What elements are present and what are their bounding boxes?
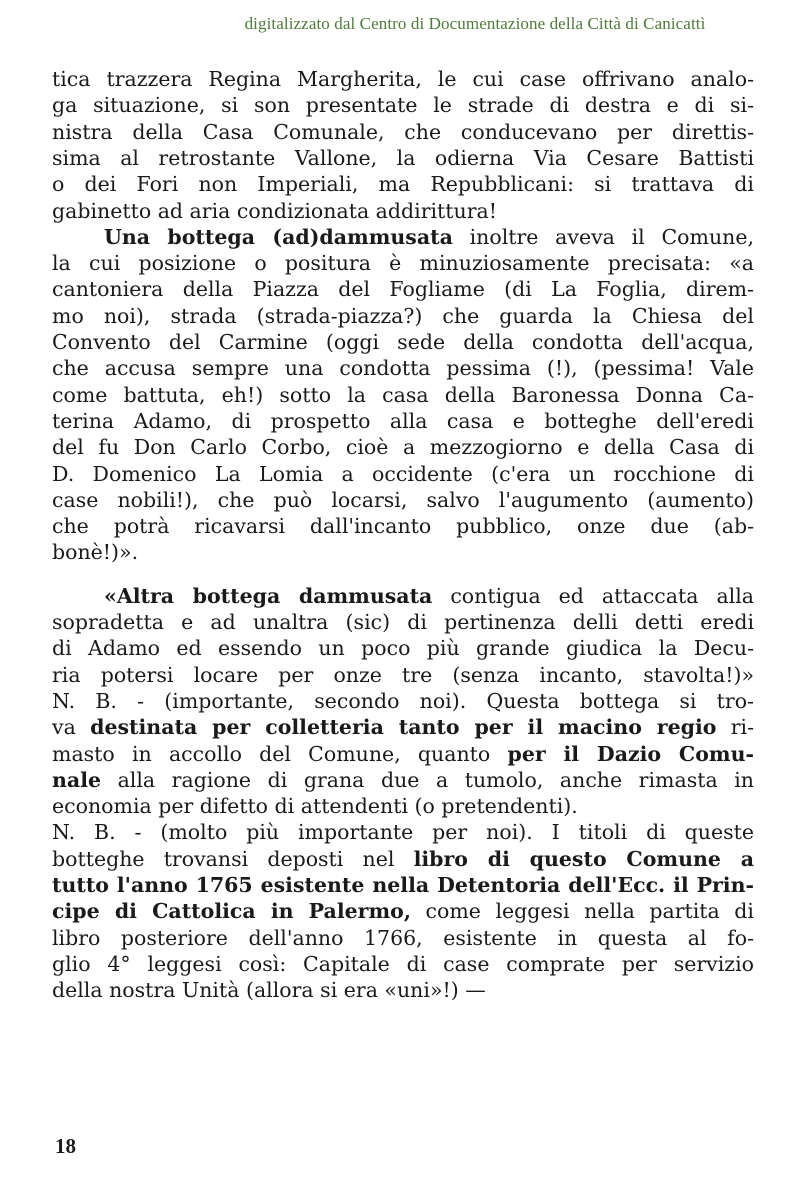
- text-line: [52, 741, 754, 767]
- text-line: [52, 408, 754, 434]
- text-run: libro posteriore dell'anno 1766, esistente in questa al fo-: [52, 925, 754, 950]
- bold-text-run: libro di questo Comune a: [413, 846, 754, 871]
- text-line: [52, 276, 754, 302]
- text-line: [52, 250, 754, 276]
- text-run: botteghe trovansi deposti nel: [52, 846, 414, 871]
- text-line: [52, 951, 754, 977]
- text-line: [52, 846, 754, 872]
- text-run: N. B. - (molto più importante per noi). I titoli di queste: [52, 820, 754, 845]
- text-line: [52, 303, 754, 329]
- text-run: sima al retrostante Vallone, la odierna Via Cesare Battisti: [52, 145, 754, 170]
- bold-text-run: cipe di Cattolica in Palermo,: [52, 899, 411, 924]
- text-run: inoltre aveva il Comune,: [452, 224, 754, 249]
- bold-text-run: per il Dazio Comu-: [507, 741, 755, 766]
- text-run: N. B. - (importante, secondo noi). Questa bottega si tro-: [52, 688, 754, 713]
- text-line: [52, 977, 754, 1003]
- bold-text-run: nale: [52, 767, 102, 792]
- text-run: cantoniera della Piazza del Fogliame (di La Foglia, direm-: [52, 277, 754, 302]
- text-line: [52, 793, 754, 819]
- text-run: case nobili!), che può locarsi, salvo l'augumento (aumento): [52, 487, 754, 512]
- text-run: masto in accollo del Comune, quanto: [52, 741, 508, 766]
- text-run: come leggesi nella partita di: [410, 899, 754, 924]
- text-line: [52, 171, 754, 197]
- text-run: contigua ed attaccata alla: [432, 583, 754, 608]
- text-line: [52, 119, 754, 145]
- bold-text-run: «Altra bottega dammusata: [104, 583, 433, 608]
- bold-text-run: tutto l'anno 1765 esistente nella Detentoria dell'Ecc. il Prin-: [52, 873, 754, 897]
- digitization-watermark: digitalizzato dal Centro di Documentazione della Città di Canicattì: [244, 14, 706, 33]
- text-line: [52, 662, 754, 688]
- text-run: Convento del Carmine (oggi sede della condotta dell'acqua,: [52, 330, 754, 354]
- page-number: 18: [55, 1134, 76, 1158]
- text-line: [52, 355, 754, 381]
- text-line: [52, 819, 754, 845]
- text-run: D. Domenico La Lomia a occidente (c'era un rocchione di: [52, 461, 754, 486]
- text-run: economia per difetto di attendenti (o pretendenti).: [52, 794, 578, 819]
- text-run: ga situazione, si son presentate le strade di destra e di si-: [52, 93, 754, 118]
- text-line: [52, 487, 754, 513]
- text-run: terina Adamo, di prospetto alla casa e botteghe dell'eredi: [52, 408, 754, 433]
- text-line: [52, 925, 754, 951]
- text-run: mo noi), strada (strada-piazza?) che guarda la Chiesa del: [52, 303, 754, 328]
- text-run: nistra della Casa Comunale, che conducevano per direttis-: [52, 119, 754, 144]
- text-line: [52, 66, 754, 92]
- text-line: [52, 539, 754, 565]
- text-line: [52, 145, 754, 171]
- text-line: [52, 688, 754, 714]
- bold-text-run: destinata per colletteria tanto per il macino regio: [90, 715, 717, 740]
- text-run: di Adamo ed essendo un poco più grande giudica la Decu-: [52, 636, 754, 661]
- text-run: la cui posizione o positura è minuziosamente precisata: «a: [52, 251, 754, 276]
- text-line: [52, 767, 754, 793]
- text-run: bonè!)».: [52, 540, 139, 565]
- text-run: gabinetto ad aria condizionata addirittura!: [52, 198, 497, 223]
- text-line: [52, 382, 754, 408]
- text-line: [52, 609, 754, 635]
- text-run: del fu Don Carlo Corbo, cioè a mezzogiorno e della Casa di: [52, 435, 754, 460]
- text-run: come battuta, eh!) sotto la casa della Baronessa Donna Ca-: [52, 382, 754, 407]
- text-run: o dei Fori non Imperiali, ma Repubblicani: si trattava di: [52, 172, 754, 197]
- text-line: [52, 198, 754, 224]
- text-line: [52, 329, 754, 355]
- text-line: [52, 635, 754, 661]
- text-line: [52, 434, 754, 460]
- text-run: alla ragione di grana due a tumolo, anche rimasta in: [101, 767, 754, 792]
- text-run: della nostra Unità (allora si era «uni»!) —: [52, 978, 486, 1003]
- text-line: [52, 872, 754, 898]
- text-run: sopradetta e ad unaltra (sic) di pertinenza delli detti eredi: [52, 610, 754, 634]
- text-line: [52, 461, 754, 487]
- text-line: [52, 714, 754, 740]
- text-run: ria potersi locare per onze tre (senza incanto, stavolta!)»: [52, 662, 754, 687]
- text-line: [52, 92, 754, 118]
- text-run: va: [52, 715, 91, 740]
- text-line: [52, 898, 754, 924]
- text-run: ri-: [716, 715, 754, 740]
- text-line: [104, 583, 754, 609]
- text-run: tica trazzera Regina Margherita, le cui case offrivano analo-: [52, 67, 754, 91]
- text-line: [104, 224, 754, 250]
- text-line: [52, 513, 754, 539]
- bold-text-run: Una bottega (ad)dammusata: [104, 224, 453, 249]
- text-run: che accusa sempre una condotta pessima (!), (pessima! Vale: [52, 356, 754, 381]
- text-run: glio 4° leggesi così: Capitale di case comprate per servizio: [52, 951, 754, 976]
- text-run: che potrà ricavarsi dall'incanto pubblico, onze due (ab-: [52, 514, 754, 539]
